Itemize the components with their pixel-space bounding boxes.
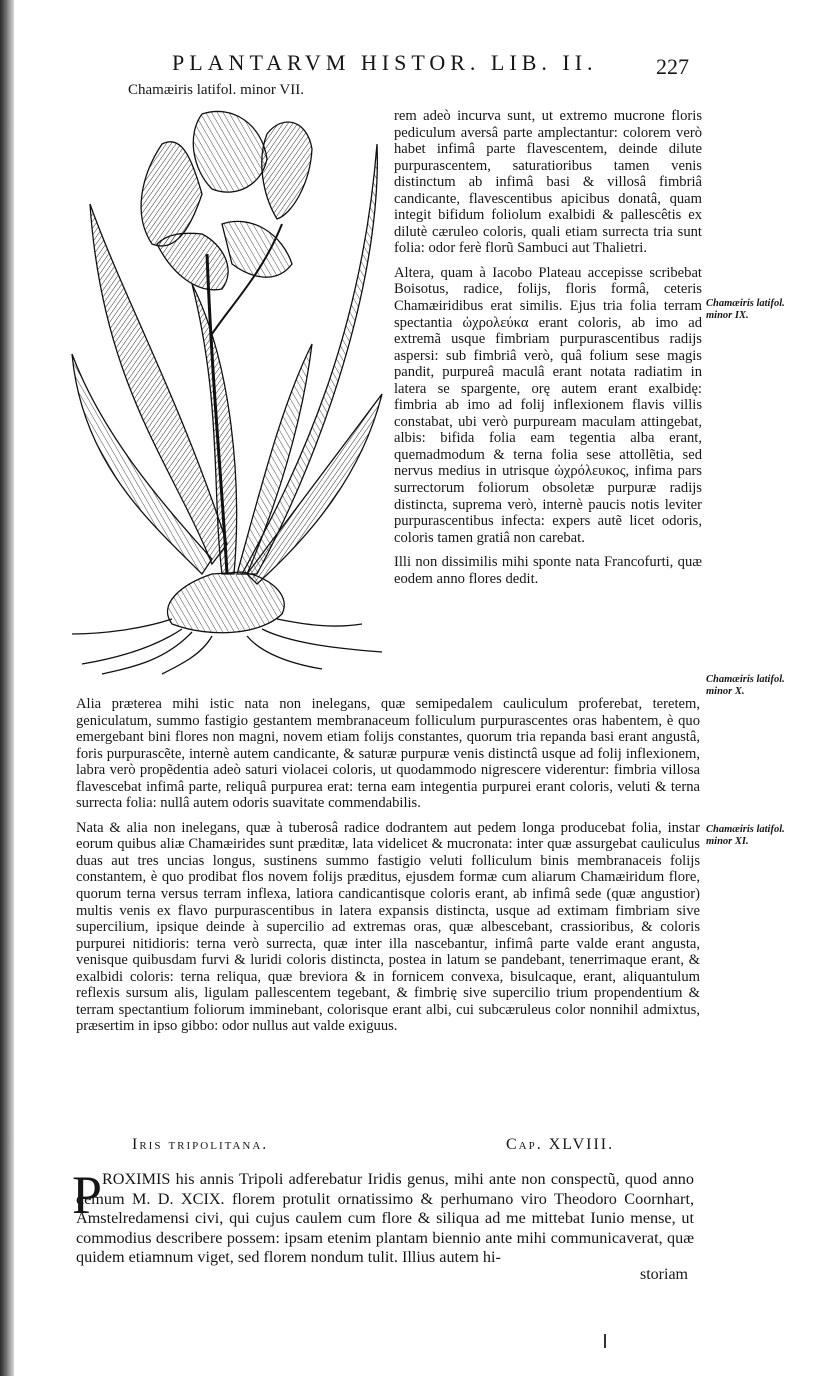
chapter-body: [76, 1170, 694, 1268]
iris-woodcut-illustration: [62, 104, 392, 676]
root: [262, 629, 382, 652]
flower-petal: [222, 221, 292, 277]
root: [247, 636, 322, 669]
margin-note: Chamæiris latifol. minor XI.: [706, 824, 785, 847]
running-title: PLANTARVM HISTOR. LIB. II.: [172, 50, 598, 75]
text-column-beside-figure: [394, 108, 702, 587]
root: [277, 619, 362, 626]
flower-bud: [262, 122, 312, 219]
page-number: 227: [656, 54, 689, 79]
root: [72, 619, 172, 634]
margin-note: Chamæiris latifol. minor X.: [706, 674, 785, 697]
root: [102, 632, 192, 674]
figure-caption: Chamæiris latifol. minor VII.: [128, 82, 304, 98]
text-full-width: [76, 696, 700, 1035]
catchword: storiam: [640, 1266, 688, 1283]
paragraph: Altera, quam à Iacobo Plateau accepisse scribebat Boisotus, radice, folijs, floris formâ, ceteris Chamæiridibus erat similis. Ejus tria folia terram spectantia ὠχρολεύκα erant coloris, ab imo ad extremã usque fimbriam purpurascentibus radijs aspersi: sub fimbriâ verò, quâ folium sese magis pandit, purpureâ maculâ erant notata radiatim in latera se spargente, orę autem erant exalbidę: fimbria ab imo ad folij inflexionem flavis villis constabat, ubi verò purpuream maculam attingebat, albis: bifida folia eam tegentia alba erant, quemadmodum & terna folia sese attollẽtia, sed nervus medius in utrisque ὠχρόλευκος, infima pars surrectorum foliorum obsoletæ purpuræ radijs distincta, suprema verò, internè paucis notis leviter purpurascentibus infecta: expers autẽ licet odoris, coloris tamen gratiâ non carebat.: [394, 264, 702, 546]
flower-petal: [141, 142, 202, 246]
paragraph: Illi non dissimilis mihi sponte nata Francofurti, quæ eodem anno flores dedit.: [394, 554, 702, 587]
flower-petal: [157, 233, 228, 289]
flower-petal: [193, 111, 267, 192]
margin-note: Chamæiris latifol. minor IX.: [706, 298, 785, 321]
chapter-paragraph: ROXIMIS his annis Tripoli adferebatur Iridis genus, mihi ante non conspectũ, quod anno demum M. D. XCIX. florem protulit ornatissimo & perhumano viro Theodoro Coornhart, Amstelredamensi civi, qui cujus caulem cum flore & siliqua ad me mittebat Iunio mense, ut commodius describere possem: ipsam etenim plantam biennio ante mihi communicaverat, quæ quidem etiamnum viget, sed florem nondum tulit. Illius autem hi-: [76, 1170, 694, 1267]
printer-mark: [604, 1334, 606, 1348]
paragraph: rem adeò incurva sunt, ut extremo mucrone floris pediculum aversâ parte amplectantur: colorem verò habet infimâ parte flavescentem, deinde dilute purpurascentem, saturatioribus tamen venis distinctum ab infimâ basi & villosâ fimbriâ candicante, flavescentibus apicibus donatâ, quam integit bifidum foliolum exalbidi & pallescêtis ex dilutè cæruleo coloris, quali etiam surrecta tria sunt folia: odor ferè florũ Sambuci aut Thalietri.: [394, 108, 702, 257]
root: [162, 636, 212, 674]
paragraph: Alia præterea mihi istic nata non inelegans, quæ semipedalem cauliculum proferebat, teretem, geniculatum, summo fastigio gestantem membranaceum folliculum purpurascentes oras habentem, è quo emergebant bini flores non magni, novem etiam folijs constantes, quorum tria repanda basi erant angustâ, foris purpurascẽte, internè autem candicante, & saturæ purpuræ venis distinctâ usque ad folij inflexionem, labra verò propẽdentia adeò saturi violacei coloris, ut quodammodo nigrescere viderentur: fimbria villosa flavescebat infimâ parte, reliquâ purpurea erat: terna eam integentia purpurei erant coloris, veluti & terna surrecta folia: nullâ autem odoris suavitate commendabilis.: [76, 696, 700, 812]
chapter-title: Iris tripolitana.: [132, 1136, 269, 1153]
paragraph: Nata & alia non inelegans, quæ à tuberosâ radice dodrantem aut pedem longa producebat folia, instar eorum quibus aliæ Chamæirides sunt præditæ, lata videlicet & mucronata: inter quæ assurgebat cauliculus duas aut tres uncias longus, sustinens summo fastigio veluti folliculum binis membranaceis folijs constantem, è quo prodibat flos novem folijs præditus, ejusdem formæ cum aliarum Chamæiridum flore, quorum terna versus terram inflexa, latiora candicantisque coloris erant, ab infimâ sede (quæ angustior) multis venis ex flavo purpurascentibus in latera expansis distincta, usque ad extimam fimbriam sive supercilium, ipsique deinde à supercilio ad extremas oras, quæ albescebant, crassioribus, & coloris purpurei nitidioris: terna verò surrecta, quæ inter illa nascebantur, infimâ parte valde erant angusta, venisque quibusdam furvi & luridi coloris distincta, postea in latum se pandebant, tenerrimaque erant, & exalbidi coloris: terna reliqua, quæ breviora & in fornicem convexa, bisulcaque, erant, aliquantulum reflexis sursum alis, ligulam pallescentem tegebant, & fimbrię sive supercilio trium propendentium & terram spectantium foliorum imminebant, colorisque erant albi, cui subcæruleus color nonnihil admixtus, præsertim in ipso gibbo: odor nullus aut valde exiguus.: [76, 819, 700, 1035]
chapter-heading: [132, 1136, 692, 1154]
drop-cap: P: [72, 1165, 103, 1225]
binding-gutter: [0, 0, 14, 1376]
root: [82, 629, 182, 664]
bulb: [168, 572, 285, 633]
chapter-number: Cap. XLVIII.: [506, 1136, 615, 1153]
